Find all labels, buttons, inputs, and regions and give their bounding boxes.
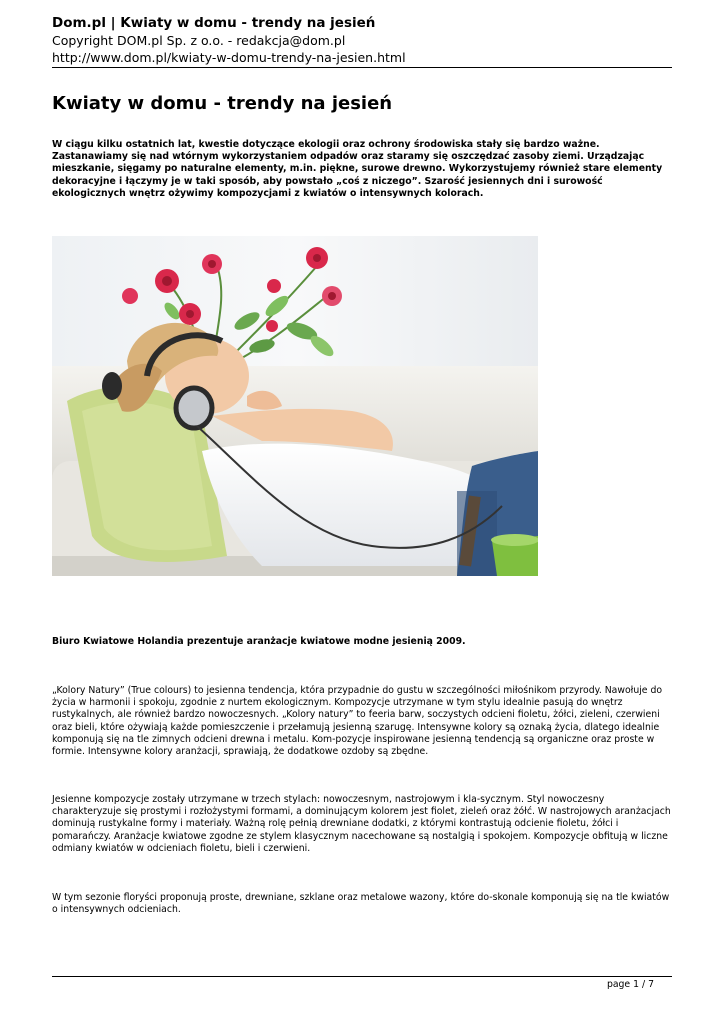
document-header xyxy=(52,14,672,66)
article-title: Kwiaty w domu - trendy na jesień xyxy=(52,93,393,114)
paragraph-2: Jesienne kompozycje zostały utrzymane w trzech stylach: nowoczesnym, nastrojowym i kla-sycznym. Styl nowoczesny charakteryzuje się prostymi i rozłożystymi formami, a dominującym kolorem jest fiolet, zieleń oraz żółć. W nastrojowych aranżacjach dominują rustykalne formy i materiały. Ważną rolę pełnią drewniane dodatki, z którymi kontrastują odcienie fioletu, żółci i pomarańczy. Aranżacje kwiatowe zgodne ze stylem klasycznym nacechowane są nostalgią i spokojem. Kompozycje obfitują w liczne odmiany kwiatów w odcieniach fioletu, bieli i czerwieni. xyxy=(52,794,671,854)
paragraph-1: „Kolory Natury” (True colours) to jesienna tendencja, która przypadnie do gustu w szczególności miłośnikom przyrody. Nawołuje do życia w harmonii i spokoju, zgodnie z nurtem ekologicznym. Kompozycje utrzymane w tym stylu idealnie pasują do wnętrz rustykalnych, ale również bardzo nowoczesnych. „Kolory natury” to feeria barw, soczystych odcieni fioletu, żółci, zieleni, czerwieni oraz bieli, które ożywiają każde pomieszczenie i przełamują jesienną szarugę. Intensywne kolory są oznaką życia, dlatego idealnie komponują się na tle zimnych odcieni drewna i metalu. Kom-pozycje inspirowane jesienną tendencją są organiczne oraz proste w formie. Intensywne kolory aranżacji, sprawiają, że dodatkowe ozdoby są zbędne. xyxy=(52,685,663,758)
footer-divider xyxy=(52,976,672,977)
header-divider xyxy=(52,67,672,68)
page-number: page 1 / 7 xyxy=(606,979,654,990)
article-lead: W ciągu kilku ostatnich lat, kwestie dotyczące ekologii oraz ochrony środowiska stały się bardzo ważne. Zastanawiamy się nad wtórnym wykorzystaniem odpadów oraz staramy się oszczędzać zasoby ziemi. Urządzając mieszkanie, sięgamy po naturalne elementy, m.in. piękne, surowe drewno. Wykorzystujemy również stare elementy dekoracyjne i łączymy je w taki sposób, aby powstało „coś z niczego”. Szarość jesiennych dni i surowość ekologicznych wnętrz ożywimy kompozycjami z kwiatów o intensywnych kolorach. xyxy=(52,139,663,199)
copyright-line: Copyright DOM.pl Sp. z o.o. - redakcja@dom.pl xyxy=(52,33,346,48)
article-subtitle: Biuro Kwiatowe Holandia prezentuje aranżacje kwiatowe modne jesienią 2009. xyxy=(52,636,466,647)
site-title: Dom.pl | Kwiaty w domu - trendy na jesień xyxy=(52,15,376,31)
article-photo xyxy=(52,236,538,576)
paragraph-3: W tym sezonie floryści proponują proste, drewniane, szklane oraz metalowe wazony, które do-skonale komponują się na tle kwiatów o intensywnych odcieniach. xyxy=(52,892,670,916)
source-url[interactable]: http://www.dom.pl/kwiaty-w-domu-trendy-na-jesien.html xyxy=(52,50,406,65)
